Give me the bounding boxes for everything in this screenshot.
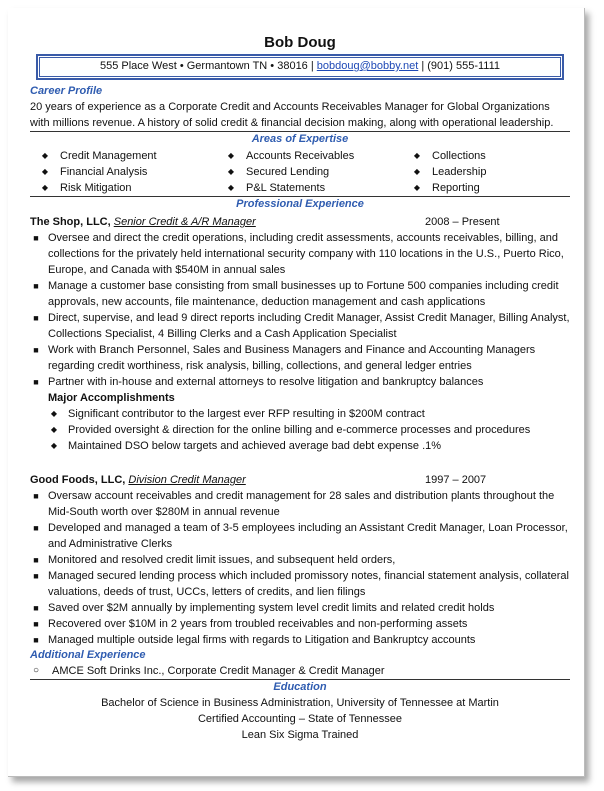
accomplishments-list — [30, 406, 570, 454]
list-item: ■ Partner with in-house and external attorneys to resolve litigation and bankruptcy balances — [30, 374, 570, 390]
additional-list — [30, 663, 570, 679]
square-bullet-icon: ■ — [33, 571, 39, 581]
expertise-item: ◆ Accounts Receivables — [216, 148, 402, 164]
list-item: ■ Saved over $2M annually by implementing system level credit limits and related credit holds — [30, 600, 570, 616]
list-item: ■ Oversee and direct the credit operations, including credit assessments, accounts receivables, billing, and collections for the privately held international security company with 110 locations in the U.S., Puerto Rico, Europe, and Canada with $540M in annual sales — [30, 230, 570, 278]
experience-heading: Professional Experience — [236, 198, 364, 210]
job-header — [30, 472, 570, 488]
education-line: Bachelor of Science in Business Administration, University of Tennessee at Martin — [101, 697, 499, 709]
list-item: ■ Managed secured lending process which included promissory notes, financial statement analysis, collateral valuations, deeds of trust, UCCs, letters of credits, and lien filings — [30, 568, 570, 600]
square-bullet-icon: ■ — [33, 635, 39, 645]
accomplishments-heading: Major Accomplishments — [48, 392, 175, 404]
expertise-section — [30, 132, 570, 197]
diamond-bullet-icon: ◆ — [41, 151, 49, 160]
expertise-item: ◆ Reporting — [402, 180, 570, 196]
diamond-bullet-icon: ◆ — [227, 183, 235, 192]
job-bullets — [30, 230, 570, 390]
square-bullet-icon: ■ — [33, 377, 39, 387]
diamond-bullet-icon: ◆ — [413, 167, 421, 176]
resume-page — [8, 8, 585, 777]
list-item: ◆ Maintained DSO below targets and achieved average bad debt expense .1% — [30, 438, 570, 454]
list-item: ■ Direct, supervise, and lead 9 direct reports including Credit Manager, Assist Credit Manager, Billing Analyst, Collections Specialist, 4 Billing Clerks and a Cash Application Specialist — [30, 310, 570, 342]
square-bullet-icon: ■ — [33, 619, 39, 629]
diamond-bullet-icon: ◆ — [413, 183, 421, 192]
square-bullet-icon: ■ — [33, 555, 39, 565]
expertise-item: ◆ Financial Analysis — [30, 164, 216, 180]
diamond-bullet-icon: ◆ — [50, 425, 58, 434]
phone-text: | (901) 555-1111 — [421, 60, 501, 72]
list-item: ○ AMCE Soft Drinks Inc., Corporate Credit Manager & Credit Manager — [30, 663, 570, 679]
list-item: ■ Monitored and resolved credit limit issues, and subsequent held orders, — [30, 552, 570, 568]
education-section — [30, 680, 570, 743]
diamond-bullet-icon: ◆ — [41, 183, 49, 192]
job-dates: 2008 – Present — [425, 216, 500, 228]
square-bullet-icon: ■ — [33, 313, 39, 323]
expertise-item: ◆ Secured Lending — [216, 164, 402, 180]
diamond-bullet-icon: ◆ — [227, 151, 235, 160]
candidate-name: Bob Doug — [264, 34, 336, 51]
additional-section — [30, 648, 570, 680]
expertise-heading: Areas of Expertise — [251, 133, 349, 145]
career-profile-heading: Career Profile — [30, 85, 103, 97]
list-item: ◆ Significant contributor to the largest ever RFP resulting in $200M contract — [30, 406, 570, 422]
list-item: ◆ Provided oversight & direction for the online billing and e-commerce processes and procedures — [30, 422, 570, 438]
job-dates: 1997 – 2007 — [425, 474, 487, 486]
diamond-bullet-icon: ◆ — [50, 409, 58, 418]
square-bullet-icon: ■ — [33, 233, 39, 243]
list-item: ■ Recovered over $10M in 2 years from troubled receivables and non-performing assets — [30, 616, 570, 632]
company-name: Good Foods, LLC, — [30, 474, 126, 486]
list-item: ■ Developed and managed a team of 3-5 employees including an Assistant Credit Manager, Loan Processor, and Administrative Clerks — [30, 520, 570, 552]
experience-section — [30, 197, 570, 648]
diamond-bullet-icon: ◆ — [413, 151, 421, 160]
job-title: Senior Credit & A/R Manager — [113, 216, 256, 228]
career-profile-text: 20 years of experience as a Corporate Credit and Accounts Receivables Manager for Global Organizations with millions revenue. A history of solid credit & financial decision making, along with operational leadership. — [30, 99, 570, 132]
list-item: ■ Manage a customer base consisting from small businesses up to Fortune 500 companies including credit approvals, new accounts, file maintenance, deduction management and cash applications — [30, 278, 570, 310]
square-bullet-icon: ■ — [33, 491, 39, 501]
circle-bullet-icon: ○ — [32, 665, 40, 676]
job-title: Division Credit Manager — [128, 474, 246, 486]
education-heading: Education — [273, 681, 327, 693]
diamond-bullet-icon: ◆ — [227, 167, 235, 176]
list-item: ■ Work with Branch Personnel, Sales and Business Managers and Finance and Accounting Managers regarding credit worthiness, risk analysis, billing, collections, and general ledger entries — [30, 342, 570, 374]
expertise-item: ◆ Collections — [402, 148, 570, 164]
job-bullets — [30, 488, 570, 648]
expertise-item: ◆ Credit Management — [30, 148, 216, 164]
list-item: ■ Oversaw account receivables and credit management for 28 sales and distribution plants throughout the Mid-South worth over $280M in annual revenue — [30, 488, 570, 520]
additional-heading: Additional Experience — [30, 649, 146, 661]
diamond-bullet-icon: ◆ — [41, 167, 49, 176]
career-profile-section — [30, 84, 570, 132]
address-text: 555 Place West • Germantown TN • 38016 | — [99, 60, 314, 72]
job-header — [30, 214, 570, 230]
list-item: ■ Managed multiple outside legal firms with regards to Litigation and Bankruptcy accounts — [30, 632, 570, 648]
square-bullet-icon: ■ — [33, 345, 39, 355]
square-bullet-icon: ■ — [33, 281, 39, 291]
expertise-item: ◆ Risk Mitigation — [30, 180, 216, 196]
expertise-grid — [30, 147, 570, 197]
square-bullet-icon: ■ — [33, 603, 39, 613]
expertise-item: ◆ P&L Statements — [216, 180, 402, 196]
contact-box — [36, 54, 564, 80]
company-name: The Shop, LLC, — [30, 216, 111, 228]
expertise-item: ◆ Leadership — [402, 164, 570, 180]
square-bullet-icon: ■ — [33, 523, 39, 533]
diamond-bullet-icon: ◆ — [50, 441, 58, 450]
email-link[interactable]: bobdoug@bobby.net — [316, 60, 419, 72]
education-line: Lean Six Sigma Trained — [241, 729, 359, 741]
education-line: Certified Accounting – State of Tennessee — [197, 713, 403, 725]
resume-content — [30, 8, 570, 743]
